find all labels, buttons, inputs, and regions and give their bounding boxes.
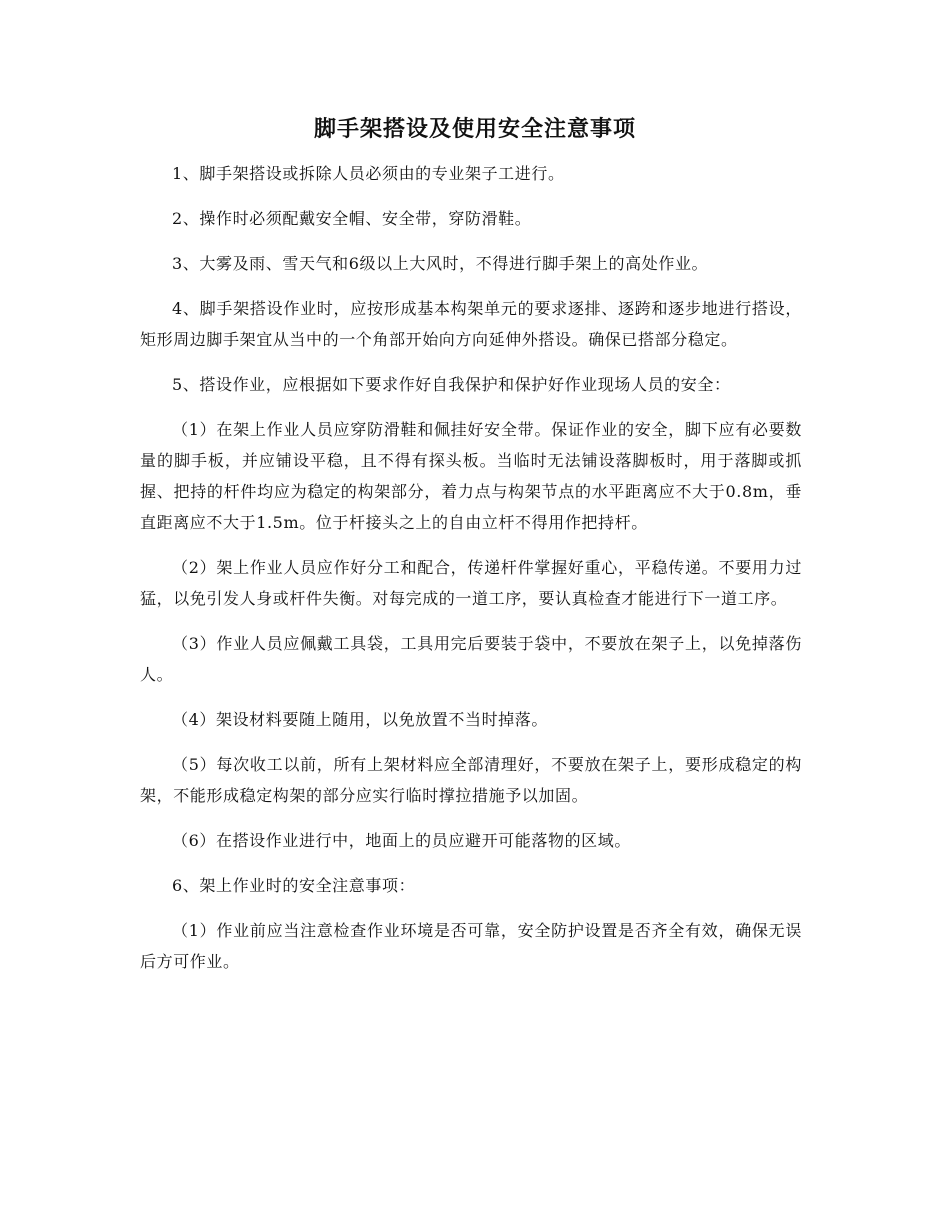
- paragraph-2: 2、操作时必须配戴安全帽、安全带，穿防滑鞋。: [172, 209, 532, 228]
- paragraph-4: 4、脚手架搭设作业时，应按形成基本构架单元的要求逐排、逐跨和逐步地进行搭设，矩形周边脚手架宜从当中的一个角部开始向方向延伸外搭设。确保已搭部分稳定。: [140, 299, 802, 349]
- paragraph-6: 6、架上作业时的安全注意事项：: [172, 876, 416, 895]
- sub-item-6-1: （1）作业前应当注意检查作业环境是否可靠，安全防护设置是否齐全有效，确保无误后方可作业。: [140, 921, 802, 971]
- paragraph-5: 5、搭设作业，应根据如下要求作好自我保护和保护好作业现场人员的安全：: [172, 375, 731, 394]
- sub-item-5-2: （2）架上作业人员应作好分工和配合，传递杆件掌握好重心，平稳传递。不要用力过猛，以免引发人身或杆件失衡。对每完成的一道工序，要认真检查才能进行下一道工序。: [140, 558, 802, 608]
- sub-item-5-6: （6）在搭设作业进行中，地面上的员应避开可能落物的区域。: [172, 831, 631, 850]
- document-body: [140, 158, 802, 991]
- sub-item-5-3: （3）作业人员应佩戴工具袋，工具用完后要装于袋中，不要放在架子上，以免掉落伤人。: [140, 634, 802, 684]
- sub-item-5-5: （5）每次收工以前，所有上架材料应全部清理好，不要放在架子上，要形成稳定的构架，不能形成稳定构架的部分应实行临时撑拉措施予以加固。: [140, 755, 802, 805]
- paragraph-1: 1、脚手架搭设或拆除人员必须由的专业架子工进行。: [172, 164, 565, 183]
- sub-item-5-1: （1）在架上作业人员应穿防滑鞋和佩挂好安全带。保证作业的安全，脚下应有必要数量的脚手板，并应铺设平稳，且不得有探头板。当临时无法铺设落脚板时，用于落脚或抓握、把持的杆件均应为稳定的构架部分，着力点与构架节点的水平距离应不大于0.8m，垂直距离应不大于1.5m。位于杆接头之上的自由立杆不得用作把持杆。: [140, 420, 802, 532]
- document-title: 脚手架搭设及使用安全注意事项: [313, 117, 636, 142]
- paragraph-3: 3、大雾及雨、雪天气和6级以上大风时，不得进行脚手架上的高处作业。: [172, 254, 709, 273]
- sub-item-5-4: （4）架设材料要随上随用，以免放置不当时掉落。: [172, 710, 548, 729]
